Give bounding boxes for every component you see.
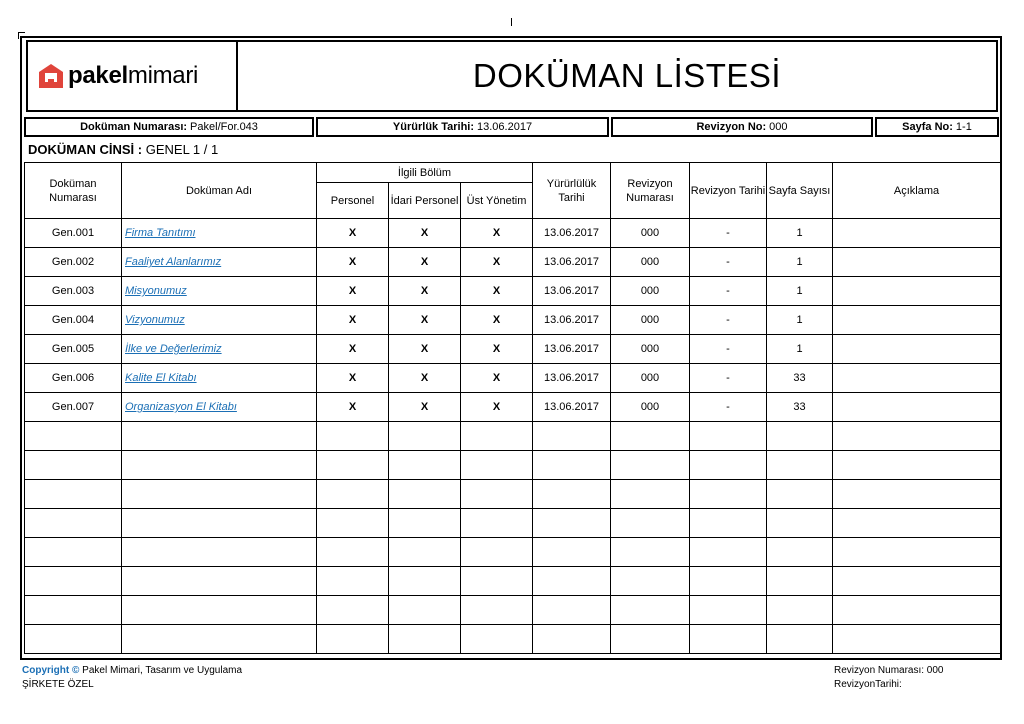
ust-yonetim-cell: X <box>461 335 533 364</box>
empty-cell <box>767 480 833 509</box>
idari-personel-cell: X <box>389 248 461 277</box>
personel-cell: X <box>317 219 389 248</box>
valid-date-cell: 13.06.2017 <box>533 335 611 364</box>
private-label: ŞİRKETE ÖZEL <box>22 679 94 690</box>
table-row <box>25 335 1001 364</box>
empty-cell <box>611 451 690 480</box>
revision-date-cell: - <box>690 248 767 277</box>
revision-number-cell: 000 <box>611 277 690 306</box>
empty-cell <box>461 451 533 480</box>
empty-cell <box>122 625 317 654</box>
empty-row <box>25 422 1001 451</box>
footer-revision-date: RevizyonTarihi: <box>834 679 902 690</box>
table-row <box>25 277 1001 306</box>
empty-cell <box>767 596 833 625</box>
valid-date-cell: 13.06.2017 <box>533 248 611 277</box>
idari-personel-cell: X <box>389 219 461 248</box>
empty-cell <box>25 596 122 625</box>
revision-date-cell: - <box>690 335 767 364</box>
empty-cell <box>833 567 1001 596</box>
empty-cell <box>25 567 122 596</box>
valid-date-cell: 13.06.2017 <box>533 364 611 393</box>
empty-cell <box>389 480 461 509</box>
header-ust-yonetim: Üst Yönetim <box>461 183 533 219</box>
personel-cell: X <box>317 335 389 364</box>
empty-cell <box>611 480 690 509</box>
empty-row <box>25 567 1001 596</box>
doc-link[interactable]: Vizyonumuz <box>125 314 185 326</box>
ust-yonetim-cell: X <box>461 393 533 422</box>
doc-link[interactable]: Organizasyon El Kitabı <box>125 401 237 413</box>
empty-cell <box>122 480 317 509</box>
empty-cell <box>690 538 767 567</box>
footer-revision-number: Revizyon Numarası: 000 <box>834 665 944 676</box>
doc-number-cell: Gen.004 <box>25 306 122 335</box>
doc-number-cell: Gen.002 <box>25 248 122 277</box>
personel-cell: X <box>317 306 389 335</box>
revision-date-cell: - <box>690 219 767 248</box>
valid-date-field: Yürürlük Tarihi: 13.06.2017 <box>316 117 609 137</box>
revision-date-cell: - <box>690 393 767 422</box>
empty-cell <box>833 625 1001 654</box>
personel-cell: X <box>317 248 389 277</box>
empty-row <box>25 480 1001 509</box>
empty-cell <box>690 625 767 654</box>
empty-cell <box>611 422 690 451</box>
doc-name-cell <box>122 393 317 422</box>
header-page-count: Sayfa Sayısı <box>767 163 833 219</box>
empty-cell <box>461 480 533 509</box>
empty-cell <box>389 538 461 567</box>
page-count-cell: 1 <box>767 306 833 335</box>
doc-name-cell <box>122 306 317 335</box>
empty-cell <box>533 480 611 509</box>
empty-cell <box>461 596 533 625</box>
empty-cell <box>533 596 611 625</box>
note-cell <box>833 277 1001 306</box>
empty-cell <box>690 422 767 451</box>
empty-cell <box>122 596 317 625</box>
empty-cell <box>122 422 317 451</box>
ust-yonetim-cell: X <box>461 219 533 248</box>
empty-cell <box>122 509 317 538</box>
empty-cell <box>533 625 611 654</box>
valid-date-cell: 13.06.2017 <box>533 219 611 248</box>
empty-cell <box>833 509 1001 538</box>
empty-cell <box>122 451 317 480</box>
table-row <box>25 248 1001 277</box>
empty-cell <box>690 480 767 509</box>
empty-cell <box>690 509 767 538</box>
empty-cell <box>461 422 533 451</box>
empty-cell <box>767 509 833 538</box>
empty-cell <box>833 480 1001 509</box>
empty-cell <box>317 538 389 567</box>
doc-link[interactable]: Firma Tanıtımı <box>125 227 196 239</box>
empty-cell <box>389 567 461 596</box>
revision-number-cell: 000 <box>611 335 690 364</box>
empty-row <box>25 625 1001 654</box>
empty-cell <box>317 422 389 451</box>
empty-cell <box>533 509 611 538</box>
empty-cell <box>317 596 389 625</box>
page-marker <box>511 18 512 26</box>
doc-link[interactable]: Misyonumuz <box>125 285 187 297</box>
empty-cell <box>533 538 611 567</box>
house-logo-icon <box>38 63 64 89</box>
header-valid-date: Yürürlülük Tarihi <box>533 163 611 219</box>
company-logo <box>26 40 238 112</box>
empty-cell <box>767 567 833 596</box>
doc-number-field: Doküman Numarası: Pakel/For.043 <box>24 117 314 137</box>
empty-cell <box>25 538 122 567</box>
revision-number-cell: 000 <box>611 306 690 335</box>
doc-link[interactable]: Faaliyet Alanlarımız <box>125 256 222 268</box>
note-cell <box>833 393 1001 422</box>
note-cell <box>833 248 1001 277</box>
empty-cell <box>25 422 122 451</box>
header-note: Açıklama <box>833 163 1001 219</box>
empty-cell <box>461 538 533 567</box>
empty-cell <box>317 480 389 509</box>
copyright-label: Copyright © <box>22 665 80 676</box>
empty-cell <box>611 596 690 625</box>
footer-right <box>834 664 944 692</box>
doc-number-cell: Gen.006 <box>25 364 122 393</box>
document-table <box>24 162 1001 654</box>
page-count-cell: 1 <box>767 277 833 306</box>
revision-number-cell: 000 <box>611 248 690 277</box>
empty-cell <box>389 625 461 654</box>
copyright-text: Pakel Mimari, Tasarım ve Uygulama <box>82 665 243 676</box>
empty-cell <box>533 422 611 451</box>
page-count-cell: 33 <box>767 393 833 422</box>
revision-number-cell: 000 <box>611 364 690 393</box>
empty-cell <box>25 625 122 654</box>
empty-row <box>25 509 1001 538</box>
footer-left <box>22 664 242 692</box>
empty-cell <box>833 451 1001 480</box>
revision-number-cell: 000 <box>611 393 690 422</box>
doc-name-cell <box>122 364 317 393</box>
header-idari-personel: İdari Personel <box>389 183 461 219</box>
empty-cell <box>767 422 833 451</box>
empty-cell <box>833 596 1001 625</box>
header-department: İlgili Bölüm <box>317 163 533 183</box>
note-cell <box>833 364 1001 393</box>
table-body <box>25 219 1001 654</box>
empty-row <box>25 538 1001 567</box>
empty-cell <box>389 451 461 480</box>
idari-personel-cell: X <box>389 364 461 393</box>
personel-cell: X <box>317 393 389 422</box>
empty-cell <box>611 567 690 596</box>
empty-cell <box>25 451 122 480</box>
empty-cell <box>389 509 461 538</box>
empty-cell <box>25 480 122 509</box>
doc-link[interactable]: İlke ve Değerlerimiz <box>125 343 222 355</box>
revision-date-cell: - <box>690 306 767 335</box>
empty-cell <box>461 625 533 654</box>
idari-personel-cell: X <box>389 393 461 422</box>
valid-date-cell: 13.06.2017 <box>533 306 611 335</box>
note-cell <box>833 335 1001 364</box>
idari-personel-cell: X <box>389 306 461 335</box>
valid-date-cell: 13.06.2017 <box>533 277 611 306</box>
empty-cell <box>389 596 461 625</box>
revision-number-cell: 000 <box>611 219 690 248</box>
table-row <box>25 219 1001 248</box>
empty-cell <box>317 625 389 654</box>
doc-link[interactable]: Kalite El Kitabı <box>125 372 197 384</box>
empty-cell <box>611 509 690 538</box>
empty-cell <box>611 625 690 654</box>
doc-number-cell: Gen.003 <box>25 277 122 306</box>
doc-number-cell: Gen.005 <box>25 335 122 364</box>
note-cell <box>833 219 1001 248</box>
doc-name-cell <box>122 248 317 277</box>
page-count-cell: 1 <box>767 335 833 364</box>
note-cell <box>833 306 1001 335</box>
empty-cell <box>317 451 389 480</box>
empty-cell <box>122 567 317 596</box>
empty-cell <box>767 451 833 480</box>
ust-yonetim-cell: X <box>461 277 533 306</box>
header-personel: Personel <box>317 183 389 219</box>
empty-cell <box>461 509 533 538</box>
doc-name-cell <box>122 335 317 364</box>
empty-cell <box>690 567 767 596</box>
empty-cell <box>533 567 611 596</box>
empty-cell <box>767 538 833 567</box>
ust-yonetim-cell: X <box>461 364 533 393</box>
empty-cell <box>611 538 690 567</box>
ust-yonetim-cell: X <box>461 248 533 277</box>
doc-number-cell: Gen.007 <box>25 393 122 422</box>
empty-cell <box>833 422 1001 451</box>
page-count-cell: 33 <box>767 364 833 393</box>
page-no-field: Sayfa No: 1-1 <box>875 117 999 137</box>
revision-date-cell: - <box>690 277 767 306</box>
revision-no-field: Revizyon No: 000 <box>611 117 873 137</box>
page-count-cell: 1 <box>767 219 833 248</box>
empty-row <box>25 596 1001 625</box>
empty-cell <box>317 509 389 538</box>
page-title: DOKÜMAN LİSTESİ <box>238 40 998 112</box>
header-doc-name: Doküman Adı <box>122 163 317 219</box>
empty-cell <box>122 538 317 567</box>
header-revision-date: Revizyon Tarihi <box>690 163 767 219</box>
doc-name-cell <box>122 219 317 248</box>
empty-cell <box>25 509 122 538</box>
doc-number-cell: Gen.001 <box>25 219 122 248</box>
table-row <box>25 393 1001 422</box>
doc-name-cell <box>122 277 317 306</box>
empty-cell <box>317 567 389 596</box>
header-doc-number: Doküman Numarası <box>25 163 122 219</box>
revision-date-cell: - <box>690 364 767 393</box>
page-count-cell: 1 <box>767 248 833 277</box>
logo-text: pakelmimari <box>68 62 199 89</box>
empty-cell <box>767 625 833 654</box>
personel-cell: X <box>317 277 389 306</box>
empty-cell <box>833 538 1001 567</box>
ust-yonetim-cell: X <box>461 306 533 335</box>
valid-date-cell: 13.06.2017 <box>533 393 611 422</box>
empty-cell <box>461 567 533 596</box>
idari-personel-cell: X <box>389 277 461 306</box>
empty-cell <box>690 451 767 480</box>
personel-cell: X <box>317 364 389 393</box>
empty-cell <box>690 596 767 625</box>
header-revision-number: Revizyon Numarası <box>611 163 690 219</box>
table-row <box>25 364 1001 393</box>
table-row <box>25 306 1001 335</box>
idari-personel-cell: X <box>389 335 461 364</box>
document-category: DOKÜMAN CİNSİ : GENEL 1 / 1 <box>28 142 219 157</box>
empty-cell <box>389 422 461 451</box>
empty-cell <box>533 451 611 480</box>
empty-row <box>25 451 1001 480</box>
